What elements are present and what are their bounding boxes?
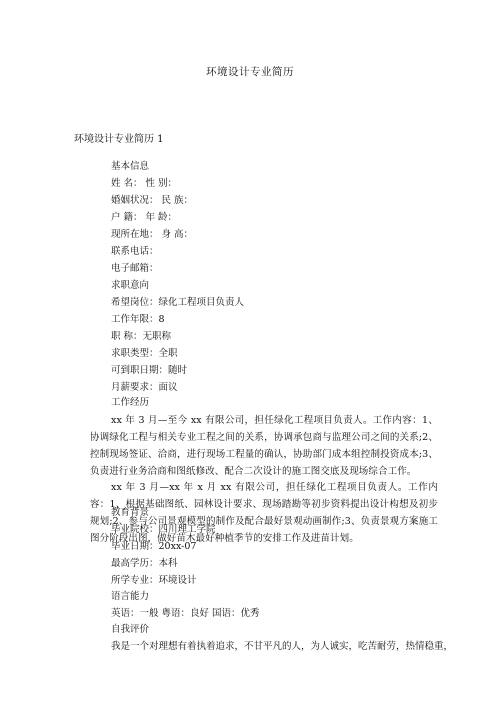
basic-info-heading: 基本信息 — [111, 161, 150, 172]
professional-title-line: 职 称：无职称 — [111, 331, 172, 342]
major-line: 所学专业：环境设计 — [111, 575, 197, 586]
phone-line: 联系电话： — [111, 246, 159, 257]
experience-entry-1: xx 年 3 月—至今 xx 有限公司，担任绿化工程项目负责人。工作内容：1、协调绿化工程与相关专业工程之间的关系，协调承包商与监理公司之间的关系;2、控制现场签证、洽商，进行现场工程量的确认，协助部门成本组控制投资成本;3、负责进行业务洽商和图纸修改、配合二次设计的施工图交底及现场综合工作。 — [90, 415, 438, 477]
location-height-line: 现所在地： 身 高： — [111, 229, 194, 240]
work-years-line: 工作年限：8 — [111, 314, 165, 325]
email-line: 电子邮箱： — [111, 263, 159, 274]
desired-position-line: 希望岗位：绿化工程项目负责人 — [111, 297, 245, 308]
job-type-line: 求职类型：全职 — [111, 348, 178, 359]
self-eval-text: 我是一个对理想有着执着追求，不甘平凡的人，为人诚实，吃苦耐劳，热情稳重， — [111, 641, 454, 652]
language-detail-line: 英语：一般 粤语：良好 国语：优秀 — [111, 608, 260, 619]
experience-heading: 工作经历 — [111, 397, 150, 408]
document-title: 环境设计专业简历 — [206, 66, 294, 78]
self-eval-heading: 自我评价 — [111, 624, 150, 635]
section-title: 环境设计专业简历 1 — [74, 134, 164, 145]
education-heading: 教育背景 — [111, 507, 150, 518]
school-line: 毕业院校：四川理工学院 — [111, 524, 216, 535]
degree-line: 最高学历：本科 — [111, 558, 178, 569]
graduation-date-line: 毕业日期：20xx-07 — [111, 541, 197, 552]
name-gender-line: 姓 名： 性 别： — [111, 178, 178, 189]
start-date-line: 可到职日期：随时 — [111, 365, 188, 376]
language-heading: 语言能力 — [111, 591, 150, 602]
marital-ethnic-line: 婚姻状况： 民 族： — [111, 195, 194, 206]
salary-line: 月薪要求：面议 — [111, 382, 178, 393]
job-intent-heading: 求职意向 — [111, 280, 150, 291]
hukou-age-line: 户 籍： 年 龄： — [111, 212, 178, 223]
experience-entry-2: xx 年 3 月—xx 年 x 月 xx 有限公司，担任绿化工程项目负责人。工作内容：1、根据基础图纸、园林设计要求、现场踏勘等初步资料提出设计构想及初步规划;2、参与公司景观模型的制作及配合最好景观动画制作;3、负责景观方案施工图分阶段出图，做好苗木最好种植季节的安排工作及进苗计划。 — [90, 482, 438, 544]
